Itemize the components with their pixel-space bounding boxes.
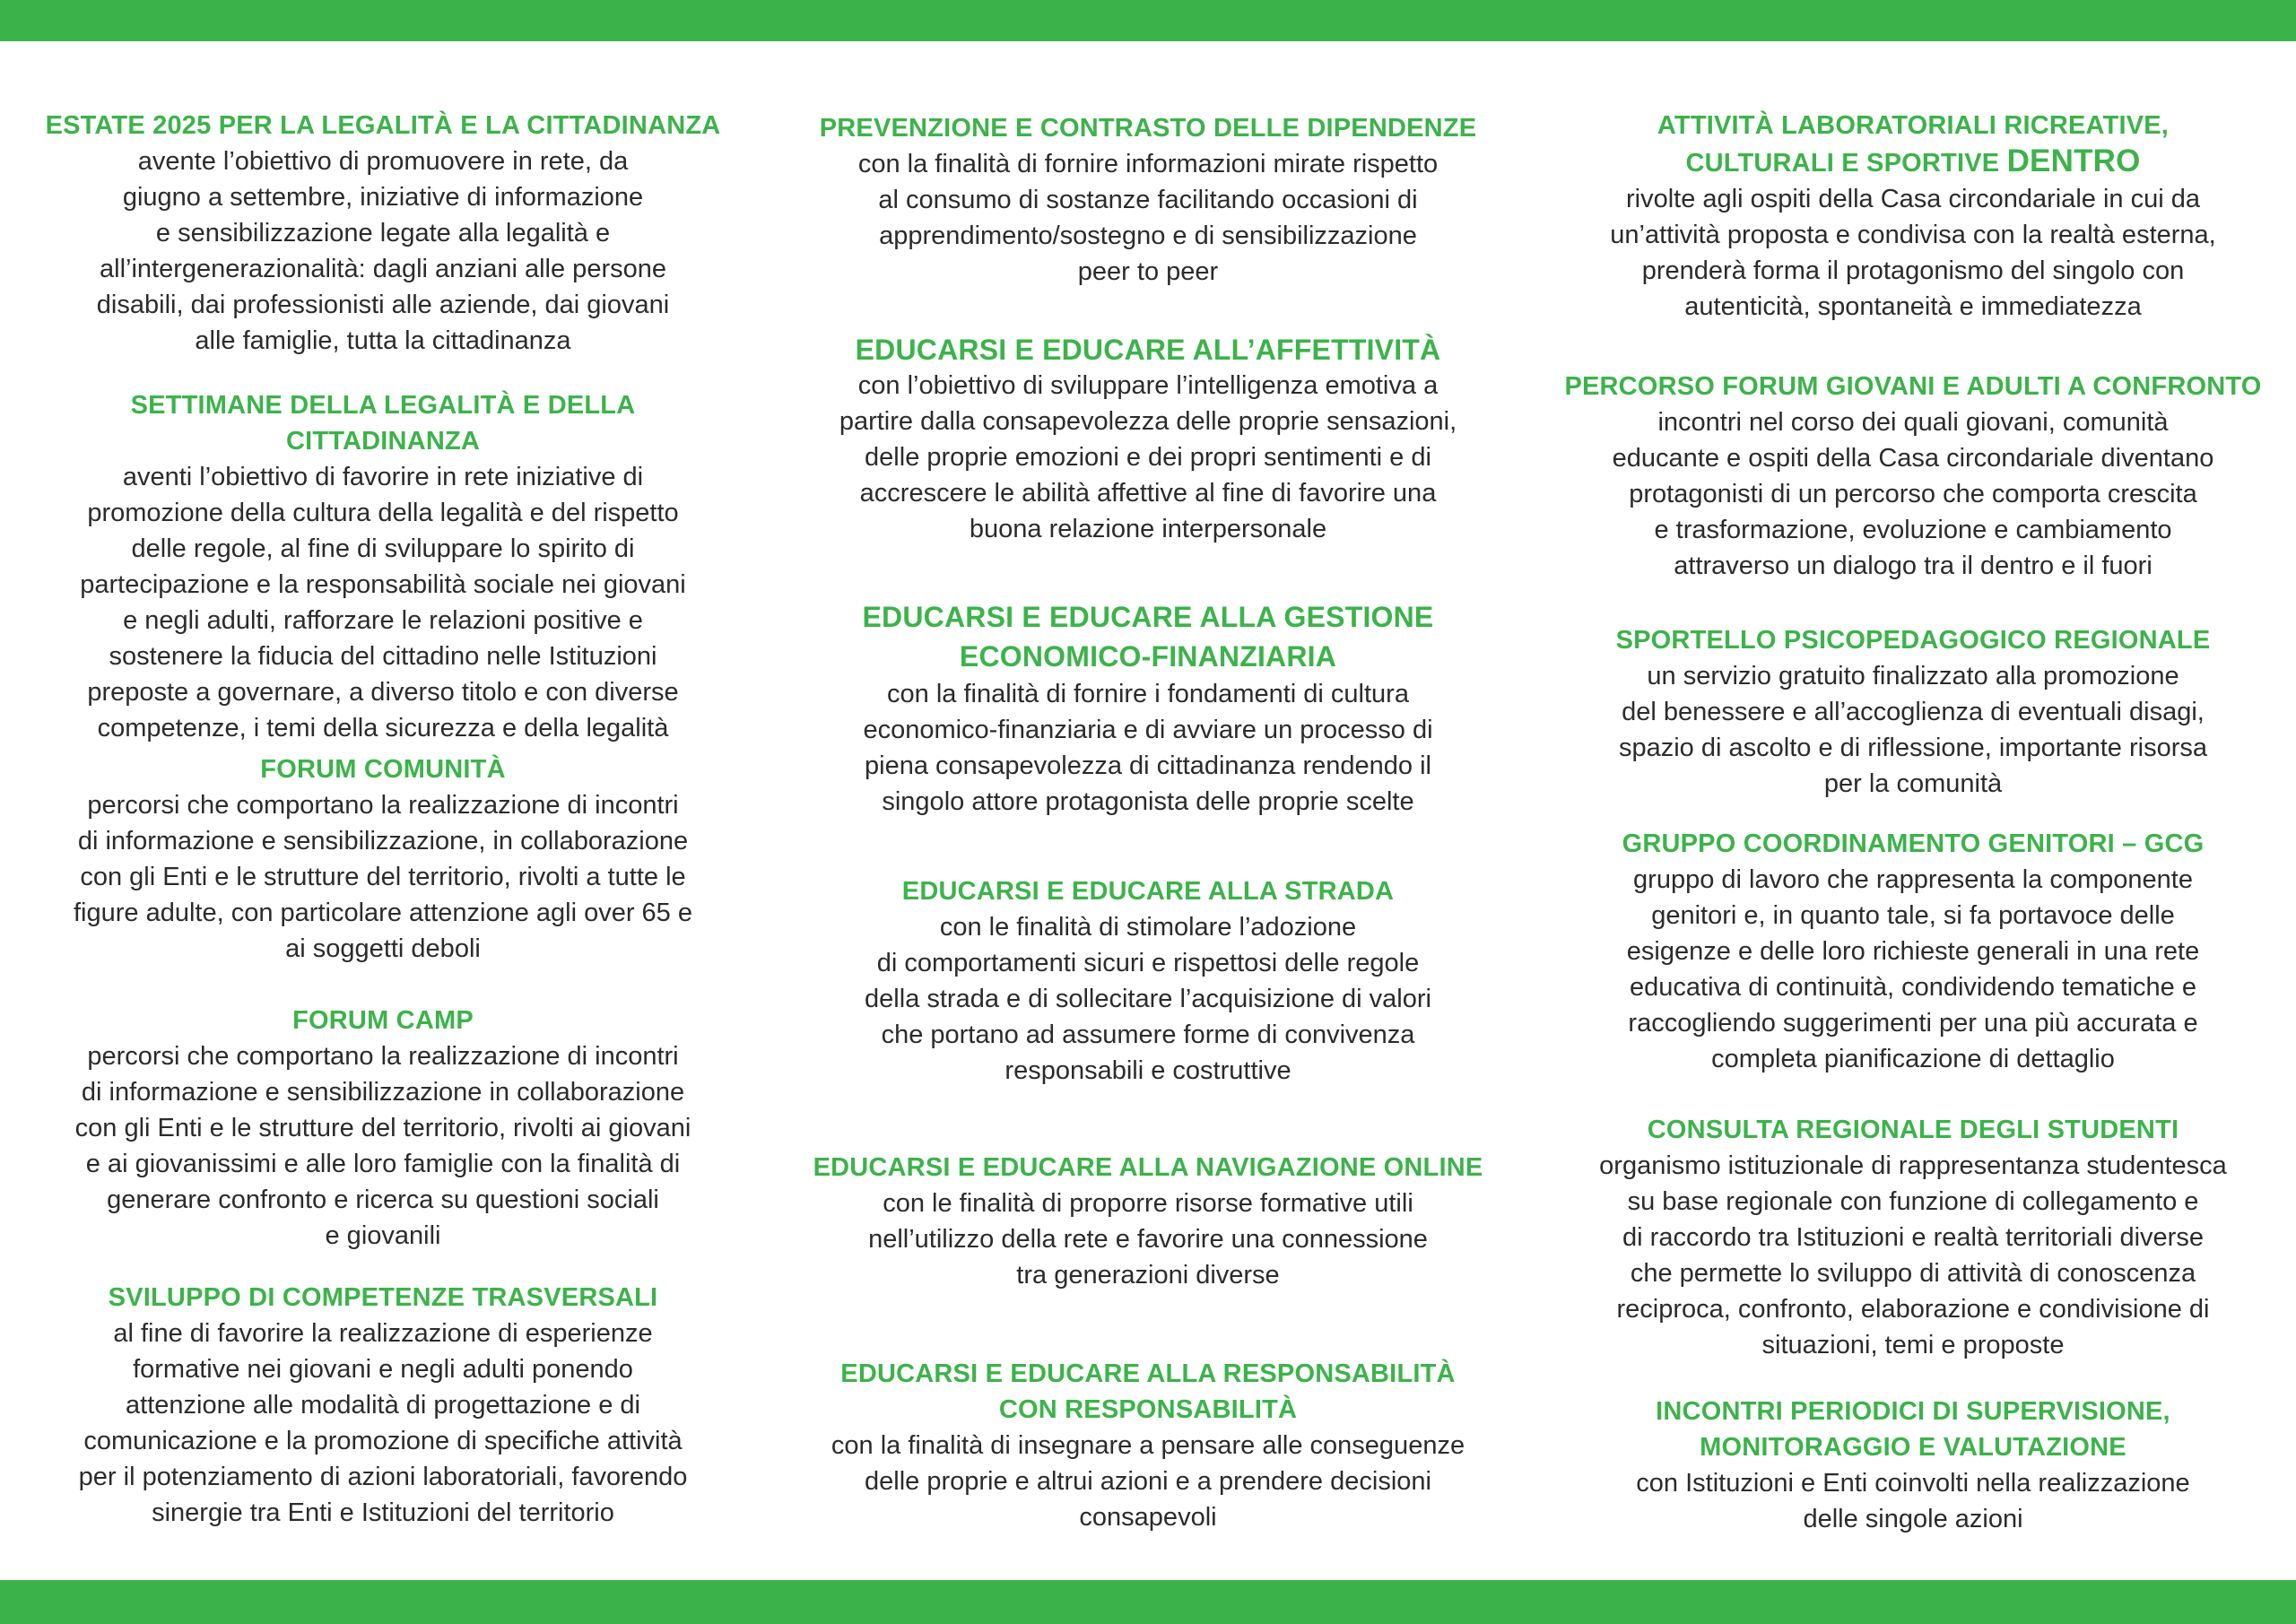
section-estate-2025 bbox=[33, 108, 733, 359]
section-text-line: partire dalla consapevolezza delle proprie sensazioni, bbox=[839, 407, 1457, 436]
section-text-line: sostenere la fiducia del cittadino nelle Istituzioni bbox=[109, 642, 657, 671]
section-text-line: buona relazione interpersonale bbox=[969, 515, 1327, 543]
section-text-line: educativa di continuità, condividendo tematiche e bbox=[1630, 973, 2196, 1002]
section-text-line: avente l’obiettivo di promuovere in rete, da bbox=[137, 147, 629, 176]
section-competenze-trasversali bbox=[33, 1280, 733, 1531]
section-title: SVILUPPO DI COMPETENZE TRASVERSALI bbox=[108, 1283, 658, 1312]
section-text-line: per il potenziamento di azioni laboratoriali, favorendo bbox=[78, 1463, 688, 1491]
section-text-line: un’attività proposta e condivisa con la realtà esterna, bbox=[1610, 221, 2216, 249]
section-text-line: alle famiglie, tutta la cittadinanza bbox=[195, 326, 571, 355]
section-text-line: con la finalità di fornire informazioni mirate rispetto bbox=[857, 150, 1439, 178]
section-text-line: con Istituzioni e Enti coinvolti nella realizzazione bbox=[1636, 1469, 2190, 1498]
section-title-line: EDUCARSI E EDUCARE ALLA GESTIONE bbox=[862, 601, 1434, 633]
bottom-green-bar bbox=[0, 1580, 2296, 1624]
section-text-line: generare confronto e ricerca su questioni sociali bbox=[107, 1185, 659, 1214]
section-text-line: delle singole azioni bbox=[1803, 1505, 2023, 1533]
section-text-line: della strada e di sollecitare l’acquisizione di valori bbox=[865, 985, 1431, 1013]
section-text-line: su base regionale con funzione di collegamento e bbox=[1627, 1187, 2199, 1216]
section-title: CONSULTA REGIONALE DEGLI STUDENTI bbox=[1647, 1116, 2179, 1144]
section-text-line: di informazione e sensibilizzazione, in collaborazione bbox=[77, 827, 689, 855]
section-text-line: accrescere le abilità affettive al fine di favorire una bbox=[859, 479, 1437, 508]
section-forum-comunita bbox=[33, 751, 733, 967]
section-text-line: piena consapevolezza di cittadinanza rendendo il bbox=[865, 751, 1431, 780]
section-text-line: reciproca, confronto, elaborazione e condivisione di bbox=[1616, 1295, 2210, 1324]
section-text-line: con la finalità di fornire i fondamenti di cultura bbox=[887, 680, 1409, 708]
section-text-line: preposte a governare, a diverso titolo e con diverse bbox=[87, 678, 679, 707]
section-text-line: raccogliendo suggerimenti per una più accurata e bbox=[1628, 1009, 2198, 1038]
section-prevenzione-dipendenze bbox=[798, 110, 1498, 290]
section-text-line: al fine di favorire la realizzazione di esperienze bbox=[113, 1319, 653, 1348]
section-text-line: figure adulte, con particolare attenzione agli over 65 e bbox=[74, 899, 692, 927]
section-attivita-laboratoriali bbox=[1563, 108, 2263, 325]
section-title-text: CULTURALI E SPORTIVE bbox=[1685, 149, 2000, 178]
section-text-line: delle proprie e altrui azioni e a prendere decisioni bbox=[865, 1467, 1431, 1496]
section-title: PREVENZIONE E CONTRASTO DELLE DIPENDENZE bbox=[819, 114, 1477, 143]
section-text-line: prenderà forma il protagonismo del singolo con bbox=[1641, 256, 2185, 285]
section-title: ESTATE 2025 PER LA LEGALITÀ E LA CITTADINANZA bbox=[45, 111, 721, 140]
section-sportello-psicopedagogico bbox=[1563, 622, 2263, 802]
section-text-line: all’intergenerazionalità: dagli anziani alle persone bbox=[100, 255, 666, 283]
section-text-line: economico-finanziaria e di avviare un processo di bbox=[863, 716, 1433, 744]
section-text-line: e giovanili bbox=[325, 1221, 441, 1250]
section-title: SETTIMANE DELLA LEGALITÀ E DELLA CITTADINANZA bbox=[130, 391, 636, 456]
section-text-line: con la finalità di insegnare a pensare alle conseguenze bbox=[831, 1431, 1465, 1460]
section-text-line: peer to peer bbox=[1077, 257, 1219, 286]
section-forum-giovani-adulti bbox=[1563, 369, 2263, 584]
section-text-line: al consumo di sostanze facilitando occasioni di bbox=[878, 186, 1418, 214]
section-text-line: attenzione alle modalità di progettazione e di bbox=[126, 1391, 640, 1420]
section-text-line: nell’utilizzo della rete e favorire una connessione bbox=[868, 1225, 1428, 1254]
section-text-line: con le finalità di stimolare l’adozione bbox=[939, 913, 1357, 942]
section-title: SPORTELLO PSICOPEDAGOGICO REGIONALE bbox=[1615, 626, 2211, 655]
section-text-line: apprendimento/sostegno e di sensibilizzazione bbox=[879, 221, 1417, 250]
section-text-line: che portano ad assumere forme di convivenza bbox=[881, 1020, 1415, 1049]
section-text-line: aventi l’obiettivo di favorire in rete iniziative di bbox=[122, 463, 644, 491]
section-consulta-studenti bbox=[1563, 1112, 2263, 1363]
section-gestione-economico-finanziaria bbox=[798, 597, 1498, 820]
section-text-line: responsabili e costruttive bbox=[1004, 1056, 1292, 1085]
section-text-line: di informazione e sensibilizzazione in collaborazione bbox=[81, 1078, 685, 1107]
section-affettivita bbox=[798, 332, 1498, 547]
section-incontri-supervisione bbox=[1563, 1394, 2263, 1537]
section-text-line: che permette lo sviluppo di attività di conoscenza bbox=[1630, 1259, 2196, 1288]
section-text-line: esigenze e delle loro richieste generali in una rete bbox=[1626, 937, 2200, 966]
section-text-line: delle proprie emozioni e dei propri sentimenti e di bbox=[865, 443, 1431, 472]
section-text-line: di comportamenti sicuri e rispettosi delle regole bbox=[876, 949, 1420, 977]
section-text-line: educante e ospiti della Casa circondariale diventano bbox=[1612, 444, 2214, 473]
section-responsabilita bbox=[798, 1356, 1498, 1535]
section-text-line: delle regole, al fine di sviluppare lo spirito di bbox=[131, 534, 635, 563]
section-text-line: e trasformazione, evoluzione e cambiamento bbox=[1654, 516, 2172, 544]
section-text-line: spazio di ascolto e di riflessione, importante risorsa bbox=[1618, 734, 2208, 762]
section-text-line: attraverso un dialogo tra il dentro e il fuori bbox=[1674, 551, 2152, 580]
section-text-line: con le finalità di proporre risorse formative utili bbox=[883, 1189, 1413, 1218]
section-title-emphasis: DENTRO bbox=[2006, 143, 2141, 178]
section-text-line: ai soggetti deboli bbox=[285, 934, 481, 963]
section-text-line: sinergie tra Enti e Istituzioni del territorio bbox=[152, 1498, 614, 1527]
section-title-line: MONITORAGGIO E VALUTAZIONE bbox=[1700, 1433, 2126, 1462]
section-text-line: con gli Enti e le strutture del territorio, rivolti a tutte le bbox=[80, 863, 686, 891]
section-forum-camp bbox=[33, 1003, 733, 1254]
section-title-line: CON RESPONSABILITÀ bbox=[998, 1395, 1298, 1424]
section-text-line: disabili, dai professionisti alle aziende, dai giovani bbox=[96, 291, 670, 319]
section-text-line: incontri nel corso dei quali giovani, comunità bbox=[1657, 408, 2169, 437]
section-text-line: del benessere e all’accoglienza di eventuali disagi, bbox=[1622, 698, 2205, 726]
section-title-line: EDUCARSI E EDUCARE ALLA RESPONSABILITÀ bbox=[840, 1359, 1456, 1388]
section-text-line: percorsi che comportano la realizzazione di incontri bbox=[87, 1042, 679, 1071]
section-text-line: tra generazioni diverse bbox=[1016, 1261, 1280, 1290]
section-text-line: gruppo di lavoro che rappresenta la componente bbox=[1633, 865, 2193, 894]
section-title: EDUCARSI E EDUCARE ALLA NAVIGAZIONE ONLINE bbox=[813, 1153, 1483, 1182]
section-title-line: ATTIVITÀ LABORATORIALI RICREATIVE, bbox=[1657, 111, 2170, 140]
section-text-line: situazioni, temi e proposte bbox=[1761, 1331, 2065, 1359]
section-text-line: percorsi che comportano la realizzazione di incontri bbox=[87, 791, 679, 820]
section-text-line: rivolte agli ospiti della Casa circondariale in cui da bbox=[1626, 185, 2200, 213]
section-title: FORUM CAMP bbox=[292, 1006, 474, 1035]
section-navigazione-online bbox=[798, 1150, 1498, 1293]
section-text-line: consapevoli bbox=[1079, 1503, 1217, 1532]
section-text-line: e ai giovanissimi e alle loro famiglie con la finalità di bbox=[85, 1150, 681, 1178]
section-text-line: formative nei giovani e negli adulti ponendo bbox=[133, 1355, 633, 1384]
section-text-line: competenze, i temi della sicurezza e della legalità bbox=[97, 714, 669, 743]
section-gruppo-genitori bbox=[1563, 826, 2263, 1077]
section-title: EDUCARSI E EDUCARE ALL’AFFETTIVITÀ bbox=[855, 334, 1441, 366]
section-educare-strada bbox=[798, 873, 1498, 1089]
section-text-line: di raccordo tra Istituzioni e realtà territoriali diverse bbox=[1622, 1223, 2204, 1252]
section-text-line: autenticità, spontaneità e immediatezza bbox=[1684, 292, 2142, 321]
section-title-line: ECONOMICO-FINANZIARIA bbox=[959, 640, 1337, 673]
section-text-line: giugno a settembre, iniziative di informazione bbox=[122, 183, 644, 212]
section-title: PERCORSO FORUM GIOVANI E ADULTI A CONFRONTO bbox=[1564, 372, 2262, 401]
section-text-line: e sensibilizzazione legate alla legalità e bbox=[155, 219, 611, 248]
section-title: FORUM COMUNITÀ bbox=[260, 755, 506, 784]
section-text-line: singolo attore protagonista delle proprie scelte bbox=[882, 787, 1414, 816]
top-green-bar bbox=[0, 0, 2296, 41]
section-text-line: per la comunità bbox=[1823, 769, 2003, 798]
section-title: GRUPPO COORDINAMENTO GENITORI – GCG bbox=[1622, 829, 2205, 858]
section-text-line: completa pianificazione di dettaglio bbox=[1711, 1045, 2115, 1073]
section-text-line: promozione della cultura della legalità e del rispetto bbox=[87, 499, 679, 527]
section-title-line: INCONTRI PERIODICI DI SUPERVISIONE, bbox=[1656, 1397, 2170, 1426]
section-text-line: un servizio gratuito finalizzato alla promozione bbox=[1647, 662, 2179, 690]
section-text-line: organismo istituzionale di rappresentanza studentesca bbox=[1599, 1151, 2227, 1180]
section-text-line: comunicazione e la promozione di specifiche attività bbox=[83, 1427, 683, 1455]
section-settimane-legalita bbox=[33, 387, 733, 746]
section-text-line: partecipazione e la responsabilità sociale nei giovani bbox=[80, 570, 686, 599]
section-text-line: con l’obiettivo di sviluppare l’intelligenza emotiva a bbox=[857, 371, 1439, 400]
section-title: EDUCARSI E EDUCARE ALLA STRADA bbox=[901, 877, 1395, 906]
section-text-line: protagonisti di un percorso che comporta crescita bbox=[1629, 480, 2197, 508]
section-text-line: con gli Enti e le strutture del territorio, rivolti ai giovani bbox=[74, 1114, 691, 1142]
section-text-line: genitori e, in quanto tale, si fa portavoce delle bbox=[1651, 901, 2175, 930]
section-title-line bbox=[1563, 143, 2263, 181]
section-text-line: e negli adulti, rafforzare le relazioni positive e bbox=[123, 606, 643, 635]
